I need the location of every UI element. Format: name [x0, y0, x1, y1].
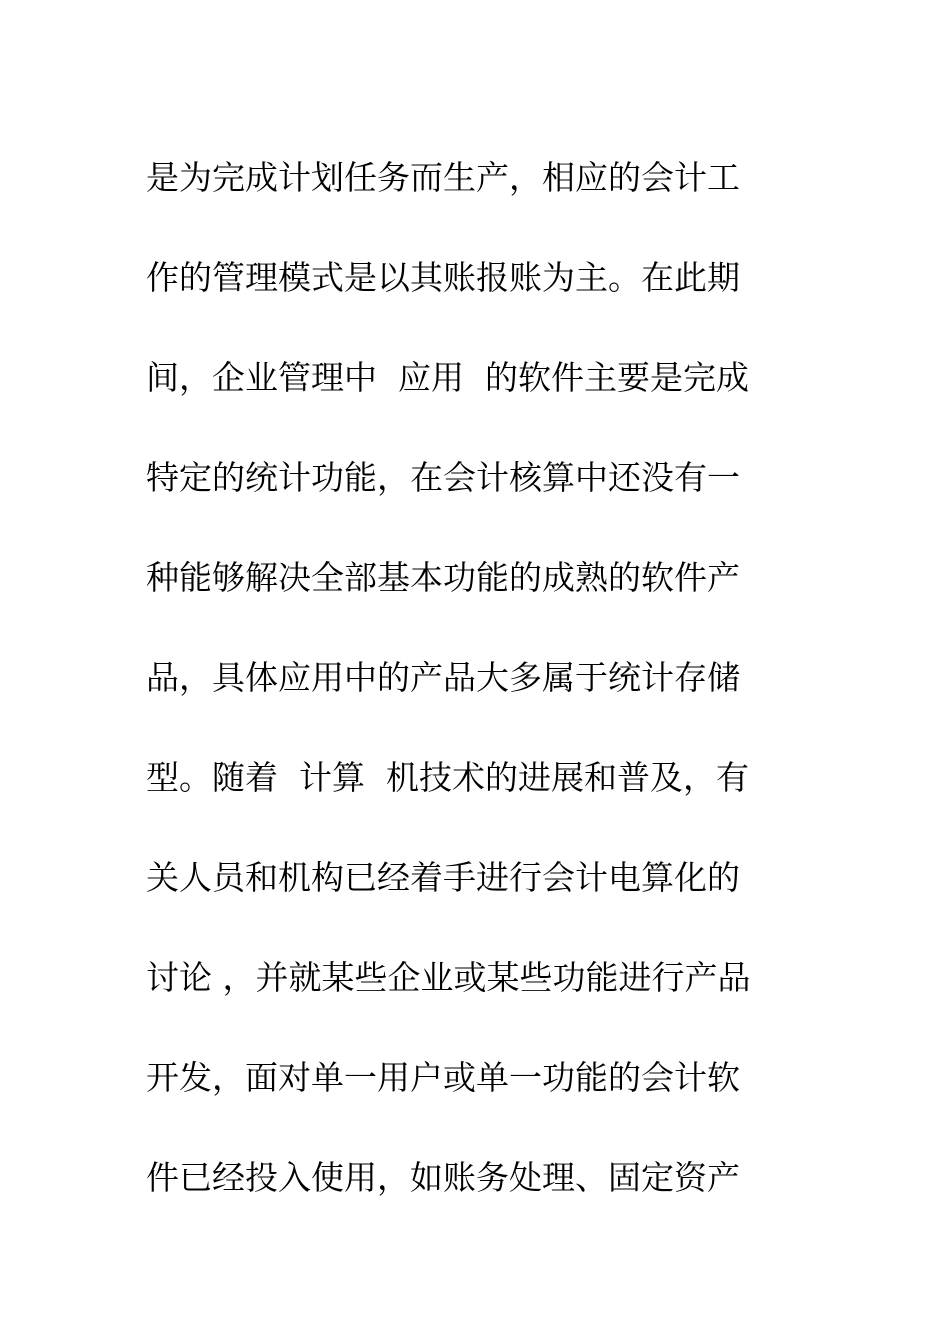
text-line-11: 件已经投入使用，如账务处理、固定资产 — [146, 1158, 740, 1197]
text-line-6: 品，具体应用中的产品大多属于统计存储 — [146, 658, 740, 697]
text-line-5: 种能够解决全部基本功能的成熟的软件产 — [146, 558, 740, 597]
text-line-7: 型。随着 计算 机技术的进展和普及，有 — [146, 758, 749, 797]
text-line-4: 特定的统计功能，在会计核算中还没有一 — [146, 458, 740, 497]
body-text — [146, 128, 826, 1228]
text-line-1: 是为完成计划任务而生产，相应的会计工 — [146, 158, 740, 197]
text-line-9: 讨论 ，并就某些企业或某些功能进行产品 — [146, 958, 751, 997]
text-line-2: 作的管理模式是以其账报账为主。在此期 — [146, 258, 740, 297]
text-line-3: 间，企业管理中 应用 的软件主要是完成 — [146, 358, 749, 397]
text-line-8: 关人员和机构已经着手进行会计电算化的 — [146, 858, 740, 897]
text-line-10: 开发，面对单一用户或单一功能的会计软 — [146, 1058, 740, 1097]
